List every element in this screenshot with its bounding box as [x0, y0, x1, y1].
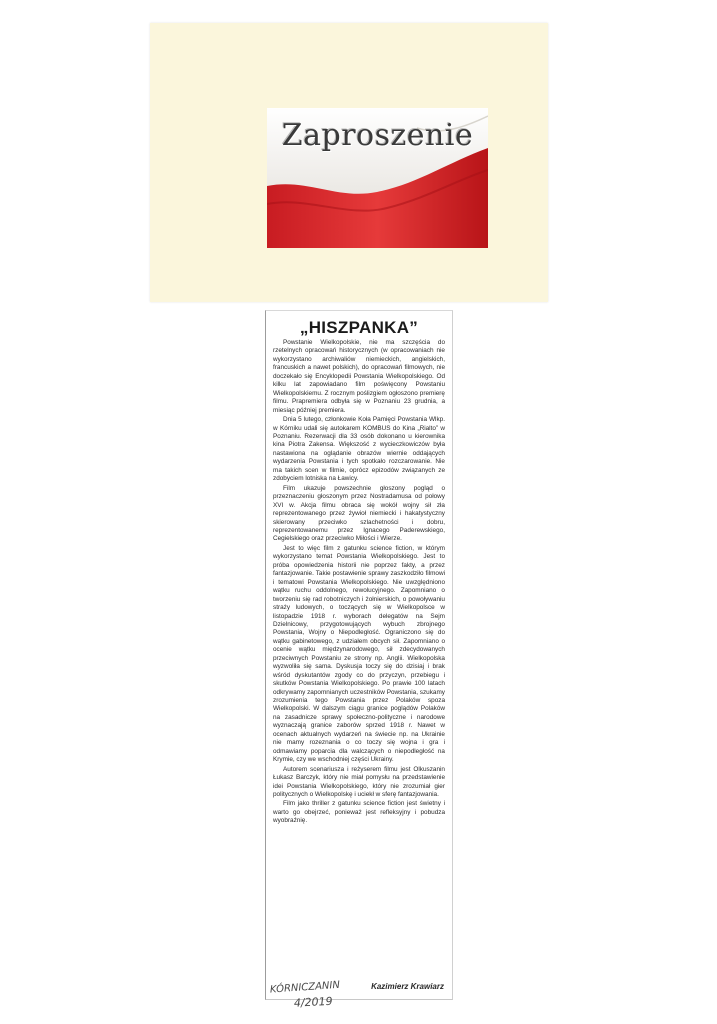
article-author: Kazimierz Krawiarz [371, 982, 444, 991]
newspaper-clipping [265, 310, 453, 1000]
article-paragraph: Autorem scenariusza i reżyserem filmu jest Olkuszanin Łukasz Barczyk, który nie miał pomysłu na przedstawienie idei Powstania Wielkopolskiego, który nie zrozumiał gier politycznych o Wielkopolskę i uciekł w sferę fantazjowania. [273, 765, 445, 799]
article-paragraph: Film ukazuje powszechnie głoszony pogląd o przeznaczeniu głoszonym przez Nostradamusa od połowy XVI w. Akcja filmu obraca się wokół wojny sił zła reprezentowanego przez żywioł niemiecki i hakatystyczny skierowany przeciwko szlachetności i dobru, reprezentowanemu przez Ignacego Paderewskiego, Cegielskiego oraz przeciwko Miłości i Wierze. [273, 484, 445, 543]
handwritten-line-2: 4/2019 [293, 994, 333, 1010]
article-title: „HISZPANKA” [299, 318, 419, 337]
invitation-title: Zaproszenie [281, 118, 474, 153]
handwriting [268, 975, 348, 1015]
handwritten-line-1: KÓRNICZANIN [269, 979, 341, 996]
article-paragraph: Dnia 5 lutego, członkowie Koła Pamięci Powstania Wlkp. w Kórniku udali się autokarem KOMBUS do Kina „Rialto” w Poznaniu. Rezerwacji dla 33 osób dokonano u kierownika kina Piotra Zakensa. Większość z wycieczkowiczów była nastawiona na oglądanie obrazów wiernie oddających wydarzenia Powstania i tych spotkało rozczarowanie. Nie ma takich scen w filmie, oprócz epizodów związanych ze zdobyciem lotniska na Ławicy. [273, 416, 445, 483]
article-body [273, 339, 445, 827]
article-paragraph: Powstanie Wielkopolskie, nie ma szczęścia do rzetelnych opracowań historycznych (w opracowaniach nie wykorzystano archiwaliów niemieckich, angielskich, francuskich a nawet polskich), do opracowań filmowych, nie doczekało się Encyklopedii Powstania Wielkopolskiego. Od kilku lat zapowiadano film poświęcony Powstaniu Wielkopolskiemu. Z rocznym poślizgiem ogłoszono premierę filmu. Prapremiera odbyła się w Poznaniu 23 grudnia, a miesiąc później premiera. [273, 339, 445, 414]
article-paragraph: Film jako thriller z gatunku science fiction jest świetny i warto go obejrzeć, ponieważ jest refleksyjny i pobudza wyobraźnię. [273, 800, 445, 825]
article-paragraph: Jest to więc film z gatunku science fiction, w którym wykorzystano temat Powstania Wielkopolskiego. Jest to próba opowiedzenia historii nie poprzez fakty, a przez fantazjowanie. Takie postawienie sprawy zaszkodziło filmowi i tematowi Powstania Wielkopolskiego. Nie uwzględniono wątku ruchu oddolnego, rewolucyjnego. Zapomniano o tworzeniu się rad robotniczych i żołnierskich, o powoływaniu straży ludowych, o toczących się w Wielkopolsce w listopadzie 1918 r. wyborach delegatów na Sejm Dzielnicowy, przygotowujących wybuch zbrojnego Powstania, Wojny o Niepodległość. Ograniczono się do wątku gabinetowego, z udziałem obcych sił. Zapomniano o ocenie wątku międzynarodowego, sił zdecydowanych przeciwnych Powstaniu ze strony np. Anglii. Wielkopolska wyzwoliła się sama. Dyskusja toczy się do dzisiaj i brak wśród dyskutantów zgody co do przyczyn, przebiegu i skutków Powstania Wielkopolskiego. Po prawie 100 latach odkrywamy zapomnianych uczestników Powstania, szukamy zrozumienia tego Powstania przez Polaków spoza Wielkopolski. W dalszym ciągu granice poglądów Polaków na zasadnicze sprawy społeczno-polityczne i narodowe wyznaczają granice zaborów sprzed 1918 r. Nawet w ocenach aktualnych wydarzeń na świecie np. na Ukrainie nie mamy rozeznania o co toczy się wojna i gra i odmawiamy poparcia dla walczących o niepodległość na Krymie, czy we wschodniej części Ukrainy. [273, 544, 445, 764]
polish-flag-banner [267, 108, 488, 248]
handwritten-source-note [268, 975, 348, 1015]
invitation-card [150, 23, 548, 302]
